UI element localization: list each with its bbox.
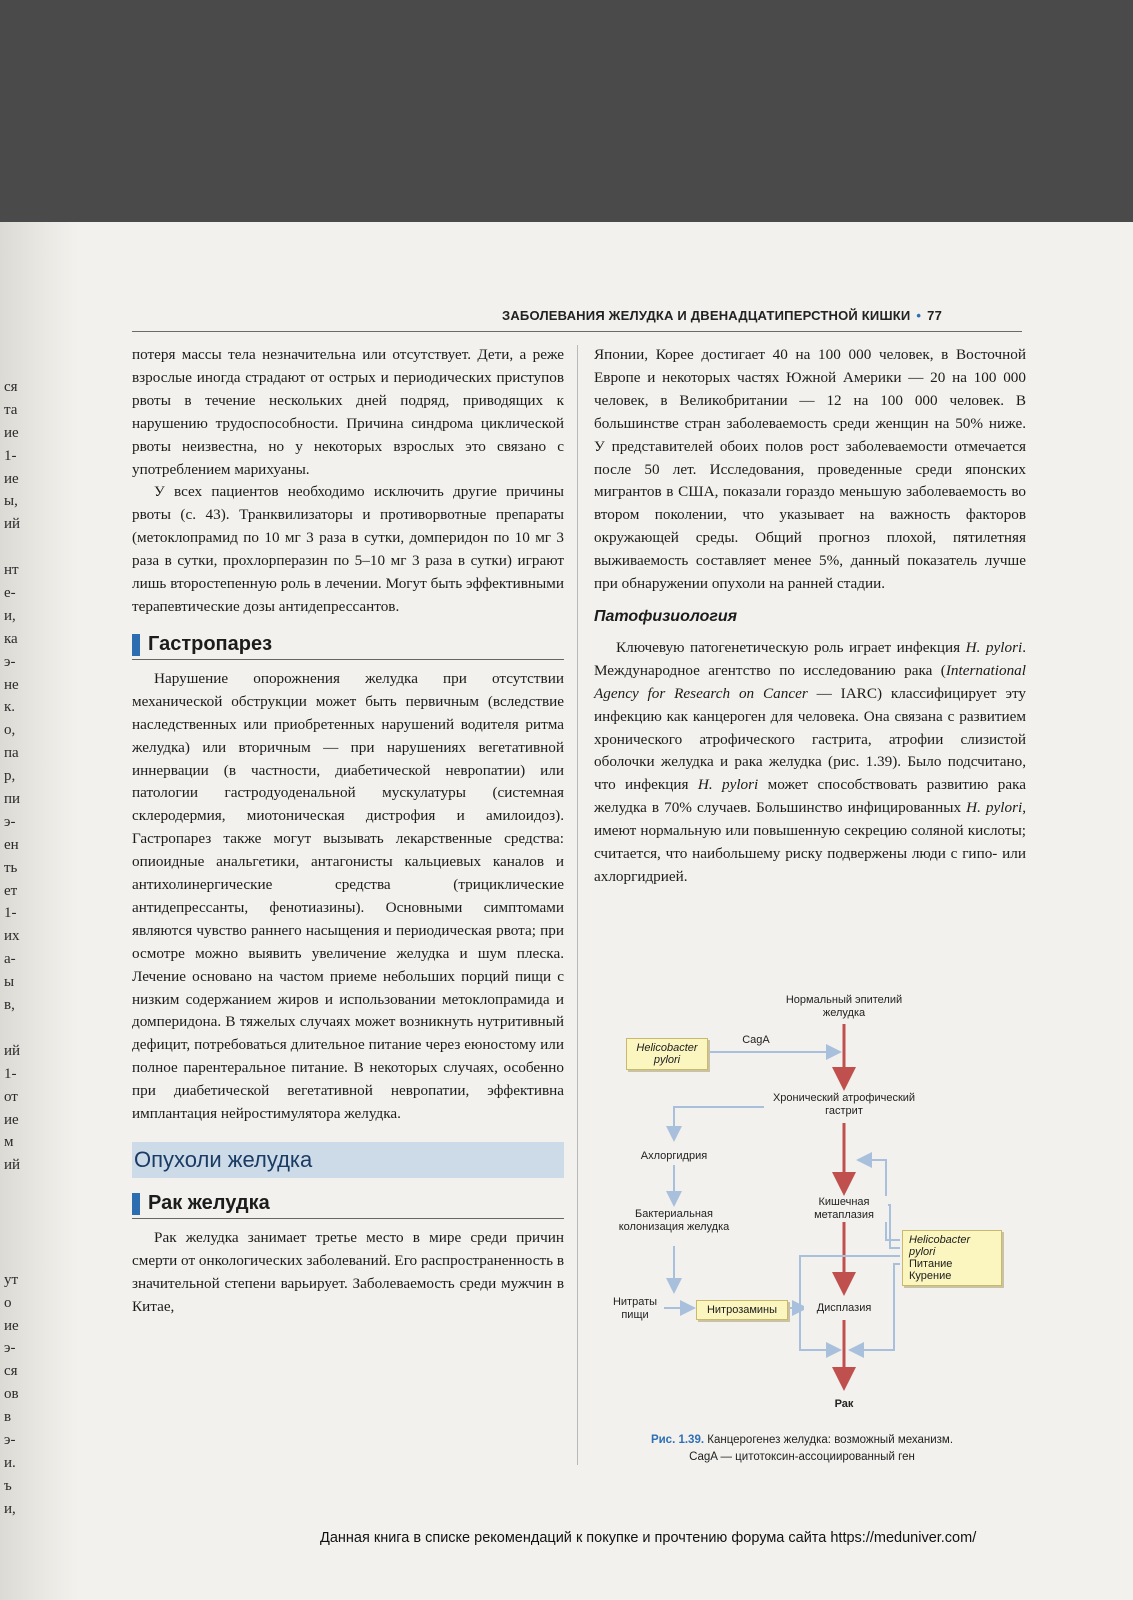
text-run: Ключевую патогенетическую роль играет инфекция bbox=[616, 638, 966, 656]
figure-carcinogenesis-diagram bbox=[604, 990, 1024, 1470]
text-run: , имеют нормальную или повышенную секрецию соляной кислоты; считается, что наибольшему риску подвержены люди с гипо- или ахлоргидрией. bbox=[594, 799, 1026, 885]
margin-fragment: ий bbox=[4, 1157, 21, 1174]
bullet-icon: • bbox=[916, 308, 922, 323]
text-run-italic: H. pylori bbox=[697, 776, 759, 794]
margin-fragment: ка bbox=[4, 630, 18, 647]
figure-caption bbox=[582, 1432, 1022, 1466]
margin-fragment: а- bbox=[4, 951, 16, 968]
margin-fragment: па bbox=[4, 745, 19, 762]
text-run-italic: International Agency for Research on Cancer bbox=[594, 661, 1026, 702]
risk-hp: Helicobacter pylori bbox=[909, 1234, 971, 1258]
margin-fragment: ий bbox=[4, 516, 21, 533]
paragraph-pathophysiology bbox=[594, 637, 1026, 889]
margin-fragment bbox=[4, 1017, 26, 1040]
margin-fragment: к. bbox=[4, 699, 16, 716]
margin-fragment: ъ bbox=[4, 1477, 12, 1494]
margin-fragment: пи bbox=[4, 791, 21, 808]
margin-fragment: и, bbox=[4, 1500, 16, 1517]
risk-diet: Питание bbox=[909, 1258, 953, 1270]
label-chronic-gastritis: Хронический атрофический гастрит bbox=[764, 1092, 924, 1118]
paragraph-vomiting-end: потеря массы тела незначительна или отсутствует. Дети, а реже взрослые иногда страдают от острых и периодических приступов рвоты в течение нескольких дней подряд, приводящих к нарушению трудоспособности. Причина синдрома циклической рвоты неизвестна, но у некоторых взрослых это связано с употреблением марихуаны. bbox=[132, 346, 564, 478]
margin-fragment bbox=[4, 1223, 26, 1246]
label-achlorhydria: Ахлоргидрия bbox=[616, 1150, 732, 1163]
margin-fragment: 1- bbox=[4, 905, 17, 922]
text-run-italic: H. pylori bbox=[965, 638, 1023, 656]
margin-fragment: ие bbox=[4, 1317, 19, 1334]
margin-fragment: о, bbox=[4, 722, 16, 739]
heading-pathophysiology: Патофизиология bbox=[594, 607, 738, 625]
paragraph-epidemiology: Японии, Корее достигает 40 на 100 000 человек, в Восточной Европе и некоторых частях Южной Америки — 20 на 100 000 человек, в Великобритании — 12 на 100 000 человек. В большинстве стран заболеваемость среди женщин на 50% ниже. У представителей обоих полов рост заболеваемости отмечается после 50 лет. Исследования, проведенные среди японских мигрантов в США, показали гораздо меньшую заболеваемость во втором поколении, что указывает на важность факторов окружающей среды. Общий прогноз плохой, пятилетняя выживаемость составляет менее 5%, данный показатель лучше при обнаружении опухоли на ранней стадии. bbox=[594, 346, 1026, 593]
margin-fragment: и, bbox=[4, 607, 16, 624]
margin-fragment: ов bbox=[4, 1386, 19, 1403]
margin-fragment: ие bbox=[4, 424, 19, 441]
header-rule bbox=[132, 331, 1022, 332]
margin-fragment: ие bbox=[4, 1111, 19, 1128]
margin-fragment bbox=[4, 536, 26, 559]
heading-gastroparesis: Гастропарез bbox=[132, 631, 564, 660]
margin-fragment: э- bbox=[4, 1431, 16, 1448]
margin-fragment: в, bbox=[4, 997, 15, 1014]
scan-dark-background bbox=[0, 0, 1133, 228]
box-risk-factors bbox=[902, 1230, 1002, 1286]
paragraph-gastroparesis: Нарушение опорожнения желудка при отсутствии механической обструкции может быть первичным (вследствие наследственных или приобретенных нарушений водителя ритма желудка) или вторичным — при нарушениях вегетативной иннервации (в частности, диабетической невропатии) или патологии гастродуоденальной мускулатуры (системная склеродермия, миотоническая дистрофия и амилоидоз). Гастропарез также могут вызывать лекарственные средства: опиоидные анальгетики, антагонисты кальциевых каналов и антихолинергические средства (трициклические антидепрессанты, фенотиазины). Основными симптомами являются чувство раннего насыщения и периодическая рвота; при осмотре можно выявить увеличение желудка и шум плеска. Лечение основано на частом приеме небольших порций пищи с низким содержанием жиров и использовании метоклопрамида и домперидона. В тяжелых случаях может возникнуть нутритивный дефицит, потребоваться длительное питание через еюностому или полное парентеральное питание. В некоторых случаях, особенно при диабетической вегетативной невропатии, эффективна имплантация нейростимулятора желудка. bbox=[132, 669, 564, 1123]
margin-fragment: не bbox=[4, 676, 19, 693]
margin-fragment: ы, bbox=[4, 493, 18, 510]
paragraph-vomiting-treatment: У всех пациентов необходимо исключить другие причины рвоты (с. 43). Транквилизаторы и противорвотные препараты (метоклопрамид по 10 мг 3 раза в сутки, домперидон по 10 мг 3 раза в сутки, прохлорперазин по 5–10 мг 3 раза в сутки) играют лишь второстепенную роль в лечении. Могут быть эффективными терапевтические дозы антидепрессантов. bbox=[132, 483, 564, 615]
paragraph-gastric-cancer: Рак желудка занимает третье место в мире среди причин смерти от онкологических заболеваний. Его распространенность в значительной степени варьирует. Заболеваемость среди мужчин в Китае, bbox=[132, 1229, 564, 1315]
margin-fragment: 1- bbox=[4, 447, 17, 464]
margin-fragment bbox=[4, 1177, 26, 1200]
previous-page-margin-fragments bbox=[4, 376, 26, 1521]
column-divider bbox=[577, 345, 578, 1465]
margin-fragment: ся bbox=[4, 1363, 18, 1380]
label-cancer: Рак bbox=[834, 1398, 854, 1410]
margin-fragment: е- bbox=[4, 585, 16, 602]
margin-fragment: та bbox=[4, 401, 18, 418]
right-column bbox=[594, 344, 1026, 889]
box-nitrosamines: Нитрозамины bbox=[696, 1300, 788, 1320]
margin-fragment: ся bbox=[4, 379, 18, 395]
margin-fragment: э- bbox=[4, 653, 16, 670]
section-title-gastric-tumors: Опухоли желудка bbox=[132, 1142, 564, 1178]
footer-note: Данная книга в списке рекомендаций к покупке и прочтению форума сайта https://meduniver.com/ bbox=[320, 1530, 977, 1546]
margin-fragment: в bbox=[4, 1409, 12, 1426]
page-number: 77 bbox=[927, 308, 943, 323]
label-normal-epithelium: Нормальный эпителий желудка bbox=[785, 994, 903, 1019]
label-dysplasia: Дисплазия bbox=[804, 1302, 884, 1315]
margin-fragment: э- bbox=[4, 1340, 16, 1357]
margin-fragment: ие bbox=[4, 470, 19, 487]
caption-text: Канцерогенез желудка: возможный механизм. bbox=[704, 1434, 954, 1446]
margin-fragment: нт bbox=[4, 562, 19, 579]
margin-fragment: и. bbox=[4, 1454, 16, 1471]
text-run: — IARC) классифицирует эту инфекцию как канцероген для человека. Она связана с развитием хронического атрофического гастрита, атрофии слизистой оболочки желудка и рака желудка (рис. 1.39). Было подсчитано, что инфекция bbox=[594, 684, 1026, 794]
label-caga: CagA bbox=[742, 1034, 770, 1046]
margin-fragment: от bbox=[4, 1088, 18, 1105]
margin-fragment: ен bbox=[4, 836, 19, 853]
margin-fragment: ий bbox=[4, 1042, 21, 1059]
margin-fragment: р, bbox=[4, 768, 16, 785]
caption-figure-number: Рис. 1.39. bbox=[650, 1434, 705, 1446]
running-head bbox=[502, 308, 1022, 323]
margin-fragment bbox=[4, 1200, 26, 1223]
margin-fragment: их bbox=[4, 928, 20, 945]
text-run-italic: H. pylori bbox=[966, 799, 1023, 817]
margin-fragment: 1- bbox=[4, 1065, 17, 1082]
margin-fragment: о bbox=[4, 1294, 12, 1311]
running-head-title: ЗАБОЛЕВАНИЯ ЖЕЛУДКА И ДВЕНАДЦАТИПЕРСТНОЙ КИШКИ bbox=[502, 308, 911, 323]
left-column bbox=[132, 344, 564, 1319]
margin-fragment: м bbox=[4, 1134, 14, 1151]
risk-smoking: Курение bbox=[909, 1270, 952, 1282]
label-intestinal-metaplasia: Кишечная метаплазия bbox=[800, 1196, 888, 1222]
label-bacterial-colonization: Бактериальная колонизация желудка bbox=[616, 1208, 732, 1234]
label-food-nitrates: Нитраты пищи bbox=[612, 1296, 658, 1321]
text-run: может способствовать развитию рака желудка в 70% случаев. Большинство инфицированных bbox=[594, 776, 1026, 817]
margin-fragment: ет bbox=[4, 882, 18, 899]
heading-gastric-cancer: Рак желудка bbox=[132, 1190, 564, 1219]
margin-fragment: ы bbox=[4, 974, 15, 991]
box-helicobacter-pylori: Helicobacter pylori bbox=[626, 1038, 708, 1070]
margin-fragment: ть bbox=[4, 859, 18, 876]
caption-line-2: CagA — цитотоксин-ассоциированный ген bbox=[689, 1451, 915, 1463]
text-run: . Международное агентство по исследованию рака ( bbox=[594, 638, 1026, 679]
margin-fragment: э- bbox=[4, 813, 16, 830]
margin-fragment bbox=[4, 1246, 26, 1269]
margin-fragment: ут bbox=[4, 1271, 19, 1288]
